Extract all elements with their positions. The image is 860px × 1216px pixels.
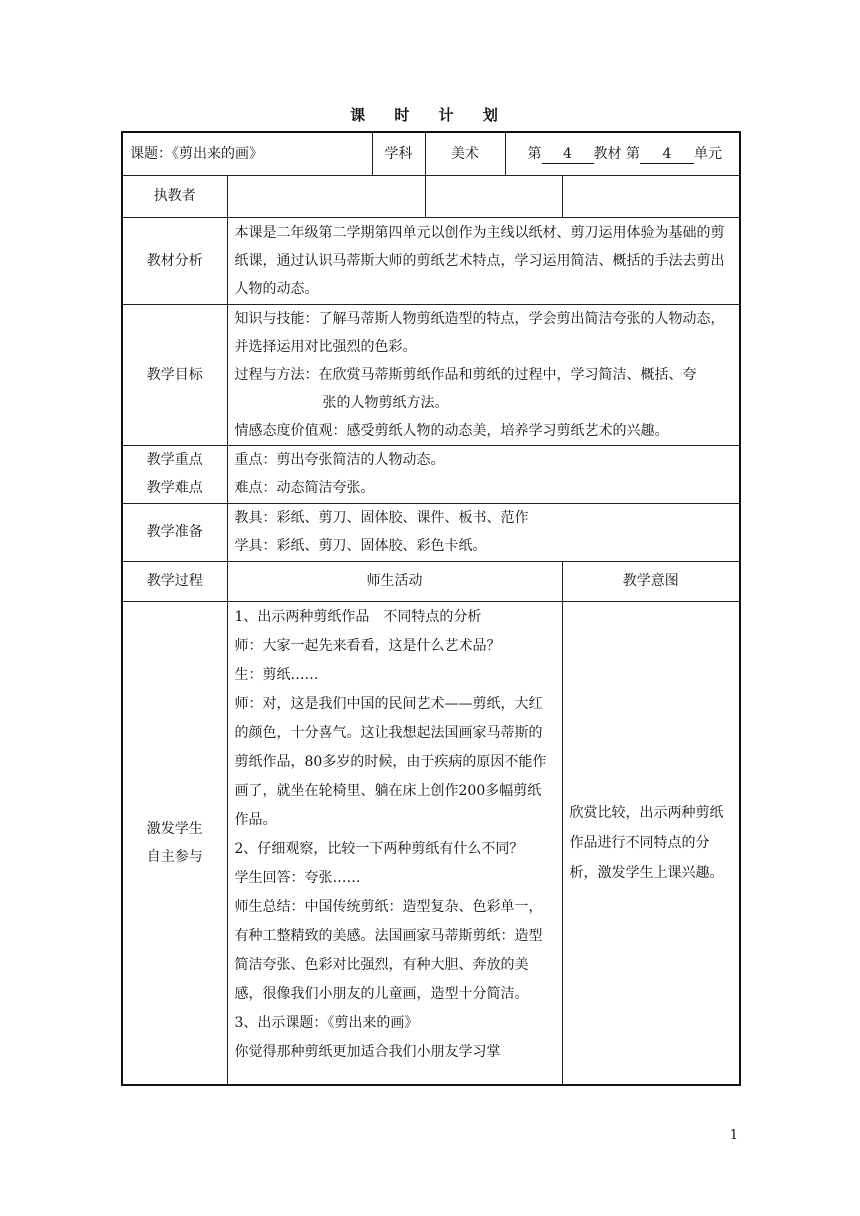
unit-label: 单元: [693, 145, 722, 162]
di-label-1: 第: [527, 145, 542, 162]
lesson-plan-table: [121, 131, 741, 1086]
goals-cell: [227, 304, 740, 445]
activity-line: 师：大家一起先来看看，这是什么艺术品？: [234, 637, 501, 654]
di-label-2: 第: [625, 145, 640, 162]
goal-emotion: 情感态度价值观：感受剪纸人物的动态美，培养学习剪纸艺术的兴趣。: [234, 422, 669, 439]
teacher-blank-2: [562, 175, 740, 217]
focus-label: 教学重点: [146, 452, 203, 468]
page-number: 1: [729, 1128, 738, 1143]
activity-line: 你觉得那种剪纸更加适合我们小朋友学习掌: [234, 1043, 501, 1060]
stage1-label: [122, 601, 227, 1085]
stage1-label-line1: 激发学生: [146, 820, 203, 837]
activity-line: 1、出示两种剪纸作品 不同特点的分析: [234, 608, 482, 625]
difficulty-label: 教学难点: [146, 480, 203, 496]
page-title: 课 时 计 划: [350, 106, 510, 124]
textbook-unit-cell: [505, 132, 740, 175]
process-col3-header: 教学意图: [562, 561, 740, 601]
analysis-label: 教材分析: [122, 217, 227, 304]
topic-cell: 课题：《剪出来的画》: [122, 132, 372, 175]
key-row: [122, 445, 740, 503]
analysis-text: 本课是二年级第二学期第四单元以创作为主线以纸材、剪刀运用体验为基础的剪纸课，通过认识马蒂斯大师的剪纸艺术特点，学习运用简洁、概括的手法去剪出人物的动态。: [227, 217, 740, 304]
process-header-row: [122, 561, 740, 601]
stage1-activity: [227, 601, 562, 1085]
focus-text: 重点：剪出夸张简洁的人物动态。: [234, 452, 445, 468]
activity-line: 学生回答：夸张……: [234, 869, 361, 886]
goals-label: 教学目标: [122, 304, 227, 445]
difficulty-text: 难点：动态简洁夸张。: [234, 480, 375, 496]
prep-row: [122, 503, 740, 561]
goal-process-b: 张的人物剪纸方法。: [322, 394, 449, 411]
activity-line: 3、出示课题：《剪出来的画》: [234, 1014, 419, 1031]
activity-line: 2、仔细观察，比较一下两种剪纸有什么不同？: [234, 840, 524, 857]
process-col1-header: 教学过程: [122, 561, 227, 601]
teacher-blank-1: [425, 175, 562, 217]
key-cell: [227, 445, 740, 503]
textbook-number: 4: [542, 145, 594, 164]
prep-cell: [227, 503, 740, 561]
stage1-intent: 欣赏比较，出示两种剪纸作品进行不同特点的分析，激发学生上课兴趣。: [562, 601, 740, 1085]
stage1-label-line2: 自主参与: [146, 848, 203, 865]
unit-number: 4: [640, 145, 694, 164]
goals-row: [122, 304, 740, 445]
goal-process-a: 过程与方法：在欣赏马蒂斯剪纸作品和剪纸的过程中，学习简洁、概括、夸: [234, 366, 697, 383]
prep-label: 教学准备: [122, 503, 227, 561]
process-col2-header: 师生活动: [227, 561, 562, 601]
teacher-value: [227, 175, 425, 217]
subject-value: 美术: [425, 132, 505, 175]
activity-line: 师生总结：中国传统剪纸：造型复杂、色彩单一，有种工整精致的美感。法国画家马蒂斯剪纸：造型简洁夸张、色彩对比强烈，有种大胆、奔放的美感，很像我们小朋友的儿童画，造型十分简洁。: [234, 898, 543, 1002]
goal-knowledge: 知识与技能：了解马蒂斯人物剪纸造型的特点，学会剪出简洁夸张的人物动态，并选择运用对比强烈的色彩。: [234, 310, 725, 355]
activity-line: 师：对，这是我们中国的民间艺术——剪纸，大红的颜色，十分喜气。这让我想起法国画家马蒂斯的剪纸作品，80多岁的时候，由于疾病的原因不能作画了，就坐在轮椅里、躺在床上创作200多幅剪纸作品。: [234, 695, 547, 828]
stage1-row: [122, 601, 740, 1085]
subject-label: 学科: [372, 132, 425, 175]
teacher-label: 执教者: [122, 175, 227, 217]
activity-line: 生：剪纸……: [234, 666, 319, 683]
teacher-row: [122, 175, 740, 217]
analysis-row: [122, 217, 740, 304]
student-tools: 学具：彩纸、剪刀、固体胶、彩色卡纸。: [234, 538, 487, 554]
textbook-label: 教材: [593, 145, 622, 162]
topic-row: [122, 132, 740, 175]
teacher-tools: 教具：彩纸、剪刀、固体胶、课件、板书、范作: [234, 510, 529, 526]
key-labels: [122, 445, 227, 503]
